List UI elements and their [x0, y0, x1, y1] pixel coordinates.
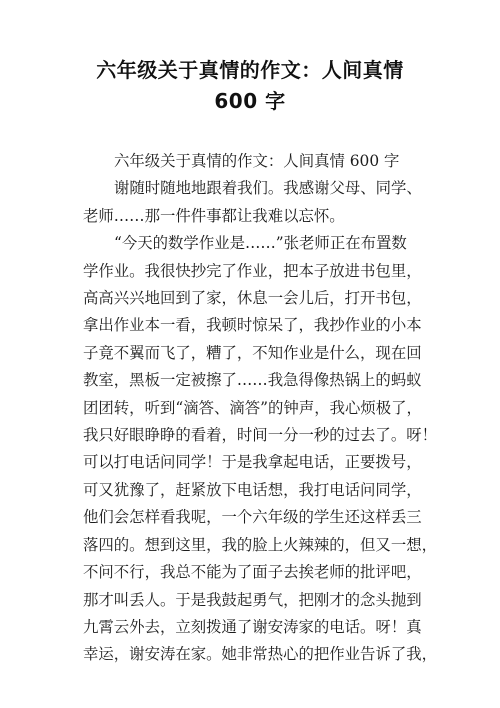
body-line: 拿出作业本一看，我顿时惊呆了，我抄作业的小本 [83, 316, 422, 335]
body-line: 那才叫丢人。于是我鼓起勇气，把刚才的念头抛到 [83, 590, 422, 609]
document-body [83, 148, 437, 669]
body-line: 子竟不翼而飞了，糟了，不知作业是什么，现在回 [83, 343, 422, 362]
body-line: 团团转，听到“滴答、滴答”的钟声，我心烦极了， [83, 398, 422, 417]
body-line: 教室，黑板一定被擦了……我急得像热锅上的蚂蚁 [83, 371, 422, 390]
body-line: 可以打电话问同学！于是我拿起电话，正要拨号， [83, 453, 422, 472]
body-line: 落四的。想到这里，我的脸上火辣辣的，但又一想， [83, 535, 437, 554]
document-title-line-1: 六年级关于真情的作文：人间真情 [96, 58, 404, 82]
body-line: 九霄云外去，立刻拨通了谢安涛家的电话。呀！真 [83, 617, 422, 636]
body-line: 可又犹豫了，赶紧放下电话想，我打电话问同学， [83, 480, 422, 499]
body-line: 学作业。我很快抄完了作业，把本子放进书包里， [83, 261, 422, 280]
body-line: 六年级关于真情的作文：人间真情 600 字 [114, 152, 400, 170]
body-line: 谢随时随地地跟着我们。我感谢父母、同学、 [114, 179, 422, 198]
body-line: 不问不行，我总不能为了面子去挨老师的批评吧， [83, 563, 422, 582]
body-line: 老师……那一件件事都让我难以忘怀。 [83, 206, 345, 225]
body-line: 我只好眼睁睁的看着，时间一分一秒的过去了。呀！ [83, 426, 437, 445]
body-line: 高高兴兴地回到了家，休息一会儿后，打开书包， [83, 289, 422, 308]
body-line: 他们会怎样看我呢，一个六年级的学生还这样丢三 [83, 508, 422, 527]
body-line: “今天的数学作业是……”张老师正在布置数 [114, 234, 407, 253]
body-line: 幸运，谢安涛在家。她非常热心的把作业告诉了我， [83, 645, 437, 664]
document-title-line-2: 600 字 [214, 89, 286, 113]
